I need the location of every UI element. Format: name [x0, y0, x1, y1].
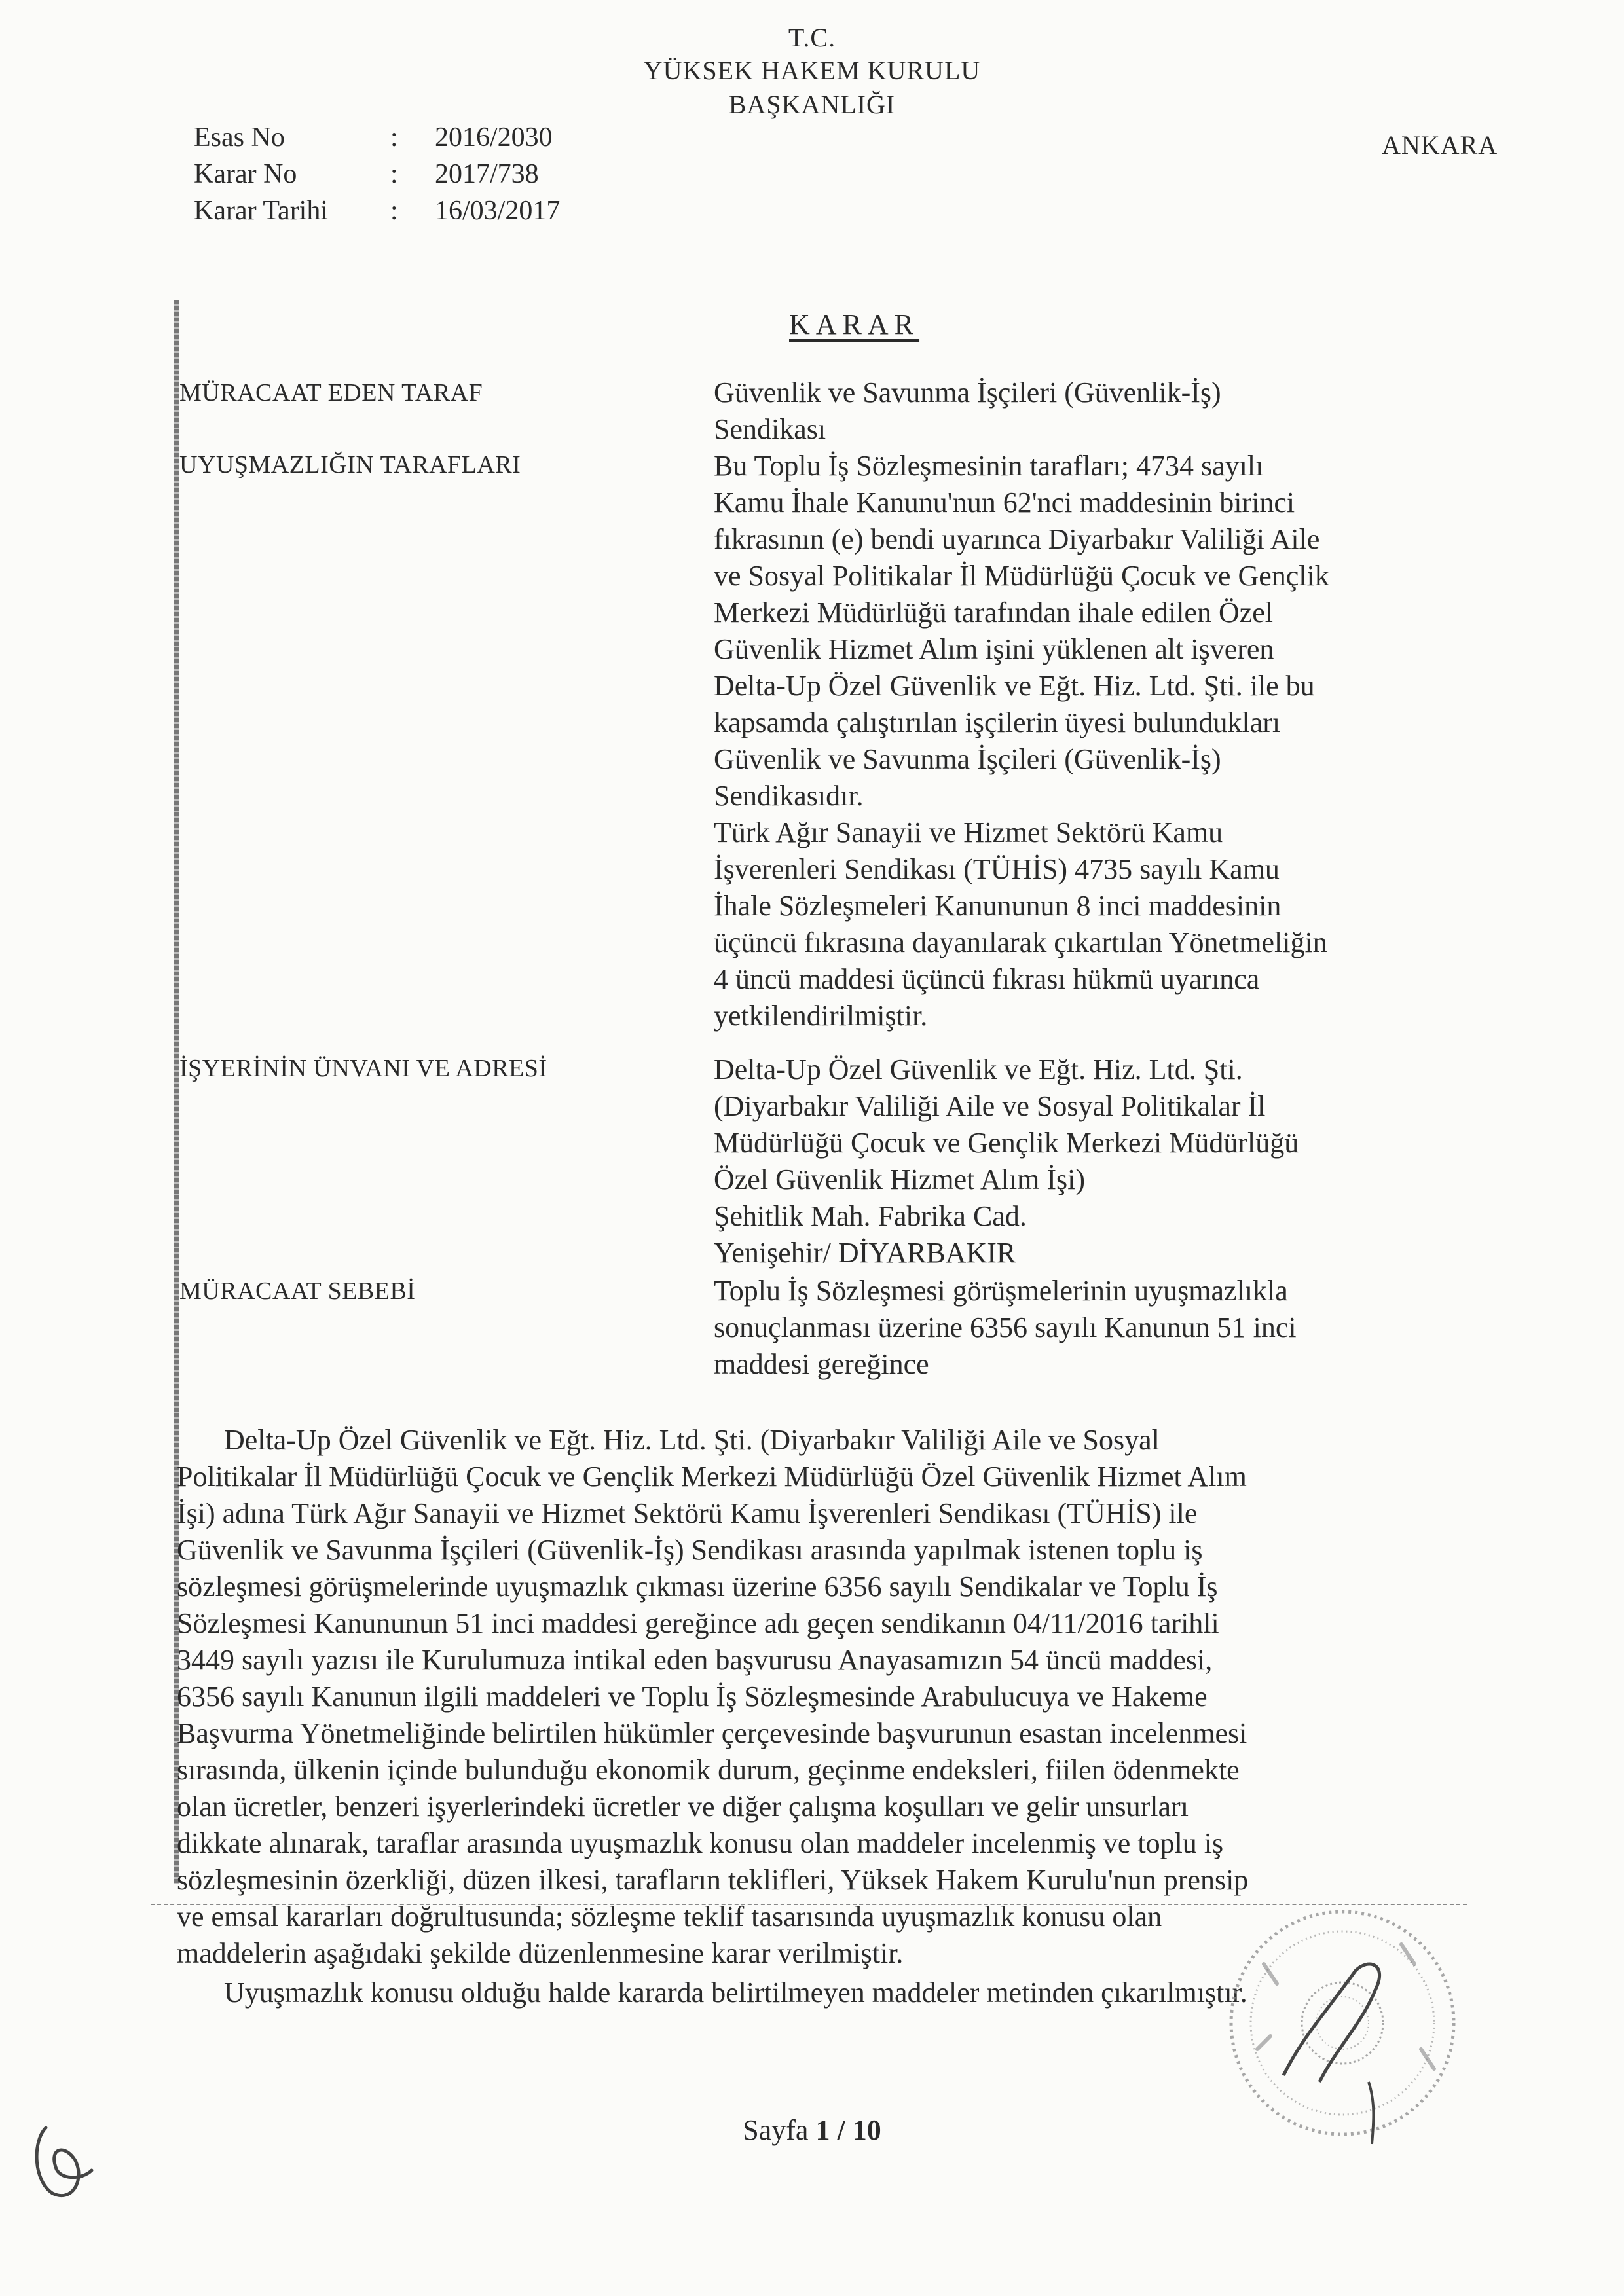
body-line: sırasında, ülkenin içinde bulunduğu ekonomik durum, geçinme endeksleri, fiilen ödenmekte	[177, 1754, 1240, 1786]
body-line: Delta-Up Özel Güvenlik ve Eğt. Hiz. Ltd. Şti. (Diyarbakır Valiliği Aile ve Sosyal	[224, 1424, 1160, 1456]
meta-karar-tarihi	[194, 192, 560, 229]
text-line: Güvenlik ve Savunma İşçileri (Güvenlik-İş)	[714, 376, 1221, 409]
body-line: maddelerin aşağıdaki şekilde düzenlenmesine karar verilmiştir.	[177, 1937, 904, 1969]
workplace-text	[714, 1051, 1429, 1271]
meta-value: 2016/2030	[435, 122, 553, 153]
body-line: Güvenlik ve Savunma İşçileri (Güvenlik-İş) Sendikası arasında yapılmak istenen toplu iş	[177, 1534, 1203, 1566]
meta-key: Karar Tarihi	[194, 196, 329, 226]
closing-text: Uyuşmazlık konusu olduğu halde kararda belirtilmeyen maddeler metinden çıkarılmıştır.	[224, 1977, 1247, 2009]
header-institution: YÜKSEK HAKEM KURULU	[643, 56, 981, 85]
header-tc: T.C.	[788, 23, 836, 52]
document-title: KARAR	[789, 308, 920, 340]
text-line: Güvenlik Hizmet Alım işini yüklenen alt işveren	[714, 633, 1274, 665]
text-line: maddesi gereğince	[714, 1348, 929, 1380]
text-line: Merkezi Müdürlüğü tarafından ihale edilen Özel	[714, 596, 1274, 629]
body-line: sözleşmesi görüşmelerinde uyuşmazlık çıkması üzerine 6356 sayılı Sendikalar ve Toplu İş	[177, 1571, 1218, 1603]
meta-key: Esas No	[194, 122, 285, 153]
text-line: Müdürlüğü Çocuk ve Gençlik Merkezi Müdürlüğü	[714, 1127, 1299, 1159]
text-line: 4 üncü maddesi üçüncü fıkrası hükmü uyarınca	[714, 963, 1260, 995]
text-line: Toplu İş Sözleşmesi görüşmelerinin uyuşmazlıkla	[714, 1275, 1288, 1307]
text-line: Kamu İhale Kanunu'nun 62'nci maddesinin birinci	[714, 486, 1295, 519]
body-line: sözleşmesinin özerkliği, düzen ilkesi, tarafların teklifleri, Yüksek Hakem Kurulu'nun prensip	[177, 1864, 1249, 1896]
text-line: Delta-Up Özel Güvenlik ve Eğt. Hiz. Ltd. Şti.	[714, 1053, 1243, 1085]
parties-text	[714, 448, 1429, 1034]
footer-prefix: Sayfa	[743, 2114, 809, 2146]
text-line: sonuçlanması üzerine 6356 sayılı Kanunun 51 inci	[714, 1311, 1297, 1343]
text-line: Sendikası	[714, 413, 826, 445]
text-line: İşverenleri Sendikası (TÜHİS) 4735 sayılı Kamu	[714, 853, 1280, 885]
footer-page-number: 1 / 10	[815, 2114, 881, 2146]
meta-esas-no	[194, 119, 553, 156]
meta-key: Karar No	[194, 159, 297, 189]
body-line: Politikalar İl Müdürlüğü Çocuk ve Gençlik Merkezi Müdürlüğü Özel Güvenlik Hizmet Alım	[177, 1461, 1247, 1493]
text-line: İhale Sözleşmeleri Kanununun 8 inci maddesinin	[714, 890, 1282, 922]
text-line: Delta-Up Özel Güvenlik ve Eğt. Hiz. Ltd. Şti. ile bu	[714, 670, 1315, 702]
body-line: İşi) adına Türk Ağır Sanayii ve Hizmet Sektörü Kamu İşverenleri Sendikası (TÜHİS) ile	[177, 1497, 1198, 1529]
body-line: Başvurma Yönetmeliğinde belirtilen hükümler çerçevesinde başvurunun esastan incelenmesi	[177, 1717, 1247, 1749]
text-line: fıkrasının (e) bendi uyarınca Diyarbakır Valiliği Aile	[714, 523, 1320, 555]
text-line: Bu Toplu İş Sözleşmesinin tarafları; 4734 sayılı	[714, 450, 1264, 482]
text-line: Türk Ağır Sanayii ve Hizmet Sektörü Kamu	[714, 816, 1223, 848]
meta-sep: :	[390, 122, 398, 153]
meta-sep: :	[390, 196, 398, 226]
body-line: olan ücretler, benzeri işyerlerindeki ücretler ve diğer çalışma koşulları ve gelir unsurları	[177, 1791, 1189, 1823]
label-workplace: İŞYERİNİN ÜNVANI VE ADRESİ	[179, 1055, 547, 1082]
label-parties: UYUŞMAZLIĞIN TARAFLARI	[179, 451, 521, 479]
text-line: yetkilendirilmiştir.	[714, 1000, 928, 1032]
text-line: üçüncü fıkrasına dayanılarak çıkartılan Yönetmeliğin	[714, 926, 1327, 958]
page-footer	[0, 2113, 1624, 2147]
meta-karar-no	[194, 156, 539, 192]
body-line: Sözleşmesi Kanununun 51 inci maddesi gereğince adı geçen sendikanın 04/11/2016 tarihli	[177, 1607, 1219, 1639]
body-line: ve emsal kararları doğrultusunda; sözleşme teklif tasarısında uyuşmazlık konusu olan	[177, 1901, 1162, 1933]
meta-value: 16/03/2017	[435, 196, 561, 226]
body-line: 3449 sayılı yazısı ile Kurulumuza intikal eden başvurusu Anayasamızın 54 üncü maddesi,	[177, 1644, 1213, 1676]
meta-sep: :	[390, 159, 398, 189]
label-reason: MÜRACAAT SEBEBİ	[179, 1277, 416, 1305]
body-line: 6356 sayılı Kanunun ilgili maddeleri ve Toplu İş Sözleşmesinde Arabulucuya ve Hakeme	[177, 1681, 1208, 1713]
meta-value: 2017/738	[435, 159, 539, 189]
text-line: Özel Güvenlik Hizmet Alım İşi)	[714, 1163, 1085, 1195]
applicant-text	[714, 374, 1429, 448]
text-line: Güvenlik ve Savunma İşçileri (Güvenlik-İş)	[714, 743, 1221, 775]
text-line: Yenişehir/ DİYARBAKIR	[714, 1237, 1016, 1269]
text-line: Şehitlik Mah. Fabrika Cad.	[714, 1200, 1027, 1232]
text-line: Sendikasıdır.	[714, 780, 864, 812]
header-city: ANKARA	[1382, 130, 1498, 160]
reason-text	[714, 1273, 1429, 1383]
body-line: dikkate alınarak, taraflar arasında uyuşmazlık konusu olan maddeler incelenmiş ve toplu iş	[177, 1827, 1224, 1859]
header-department: BAŞKANLIĞI	[728, 90, 896, 119]
text-line: ve Sosyal Politikalar İl Müdürlüğü Çocuk ve Gençlik	[714, 560, 1329, 592]
text-line: kapsamda çalıştırılan işçilerin üyesi bulundukları	[714, 706, 1281, 738]
label-applicant: MÜRACAAT EDEN TARAF	[179, 379, 483, 407]
text-line: (Diyarbakır Valiliği Aile ve Sosyal Politikalar İl	[714, 1090, 1266, 1122]
